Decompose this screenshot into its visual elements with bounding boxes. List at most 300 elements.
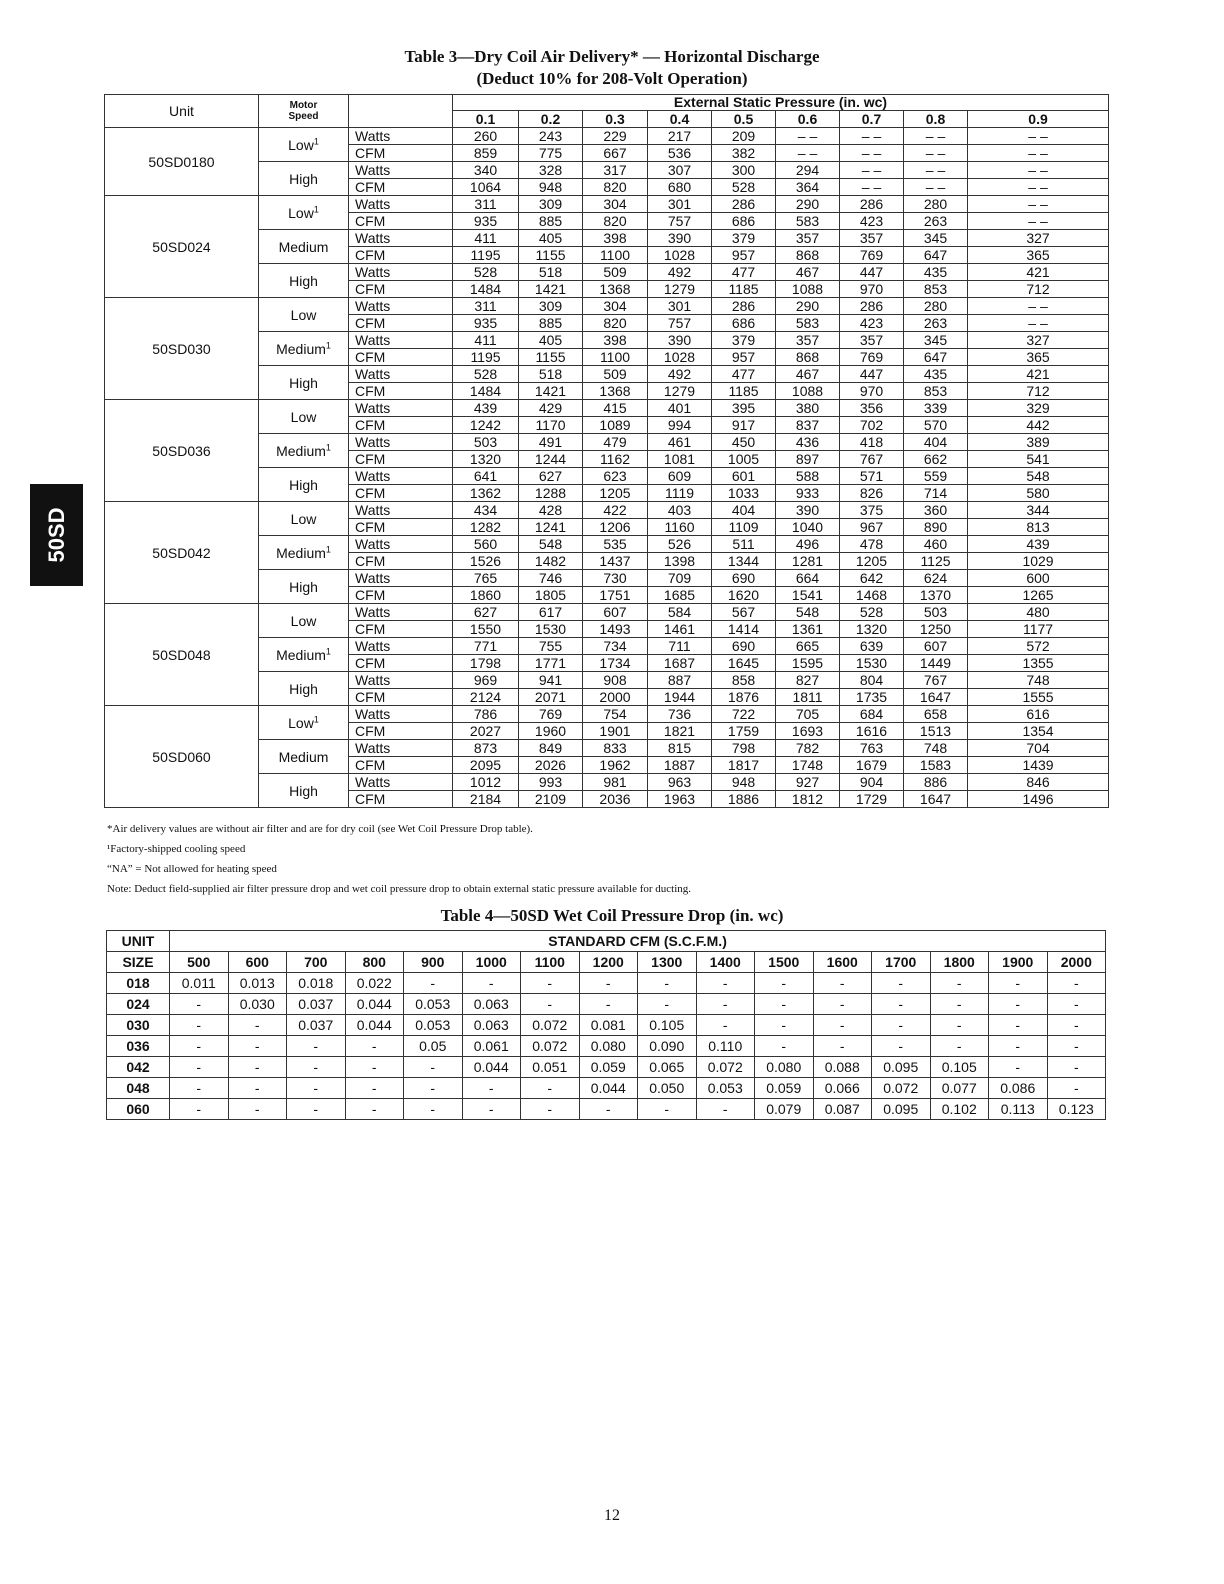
measure-type-cell: CFM bbox=[349, 145, 453, 162]
value-cell: 357 bbox=[840, 332, 904, 349]
value-cell: 567 bbox=[712, 604, 776, 621]
value-cell: 957 bbox=[712, 247, 776, 264]
cfm-column-header: 1700 bbox=[872, 952, 931, 973]
value-cell: 398 bbox=[583, 230, 648, 247]
value-cell: 390 bbox=[648, 230, 712, 247]
value-cell: 815 bbox=[648, 740, 712, 757]
value-cell: 2095 bbox=[453, 757, 519, 774]
pressure-drop-cell: - bbox=[696, 994, 755, 1015]
value-cell: 941 bbox=[519, 672, 583, 689]
pressure-drop-cell: 0.063 bbox=[462, 1015, 521, 1036]
value-cell: 421 bbox=[968, 264, 1109, 281]
pressure-drop-cell: 0.095 bbox=[872, 1099, 931, 1120]
value-cell: 411 bbox=[453, 230, 519, 247]
value-cell: 885 bbox=[519, 213, 583, 230]
side-tab bbox=[30, 484, 83, 586]
value-cell: 1177 bbox=[968, 621, 1109, 638]
value-cell: 1362 bbox=[453, 485, 519, 502]
motor-speed-label: Low bbox=[290, 408, 317, 425]
value-cell: 217 bbox=[648, 128, 712, 145]
pressure-drop-cell: 0.044 bbox=[462, 1057, 521, 1078]
value-cell: 667 bbox=[583, 145, 648, 162]
pressure-drop-cell: 0.044 bbox=[579, 1078, 638, 1099]
pressure-drop-cell: - bbox=[872, 1015, 931, 1036]
value-cell: 769 bbox=[840, 349, 904, 366]
value-cell: 389 bbox=[968, 434, 1109, 451]
value-cell: 1370 bbox=[904, 587, 968, 604]
value-cell: 705 bbox=[776, 706, 840, 723]
value-cell: 2071 bbox=[519, 689, 583, 706]
motor-speed-label: Low bbox=[288, 714, 314, 731]
value-cell: 1901 bbox=[583, 723, 648, 740]
value-cell: 1645 bbox=[712, 655, 776, 672]
value-cell: 709 bbox=[648, 570, 712, 587]
value-cell: 1368 bbox=[583, 383, 648, 400]
value-cell: 435 bbox=[904, 264, 968, 281]
pressure-drop-cell: 0.044 bbox=[345, 1015, 404, 1036]
value-cell: 1033 bbox=[712, 485, 776, 502]
pressure-drop-cell: - bbox=[170, 994, 229, 1015]
pressure-drop-cell: - bbox=[521, 973, 580, 994]
motor-speed-cell bbox=[259, 128, 349, 162]
value-cell: 757 bbox=[648, 213, 712, 230]
value-cell: 467 bbox=[776, 366, 840, 383]
pressure-drop-cell: - bbox=[1047, 1015, 1106, 1036]
value-cell: 1679 bbox=[840, 757, 904, 774]
table-row bbox=[105, 128, 1109, 145]
value-cell: 1461 bbox=[648, 621, 712, 638]
table3-title-line2: (Deduct 10% for 208-Volt Operation) bbox=[476, 69, 748, 88]
header-measure-blank bbox=[349, 95, 453, 128]
pressure-column-header: 0.4 bbox=[648, 111, 712, 128]
measure-type-cell: CFM bbox=[349, 757, 453, 774]
factory-shipped-marker: 1 bbox=[313, 713, 319, 724]
page-number: 12 bbox=[604, 1507, 620, 1524]
value-cell: – – bbox=[904, 128, 968, 145]
measure-type-cell: CFM bbox=[349, 621, 453, 638]
pressure-drop-cell: - bbox=[1047, 973, 1106, 994]
value-cell: 263 bbox=[904, 315, 968, 332]
pressure-drop-cell: 0.065 bbox=[638, 1057, 697, 1078]
motor-speed-cell bbox=[259, 230, 349, 264]
value-cell: 600 bbox=[968, 570, 1109, 587]
pressure-drop-cell: 0.086 bbox=[989, 1078, 1048, 1099]
value-cell: 609 bbox=[648, 468, 712, 485]
value-cell: 435 bbox=[904, 366, 968, 383]
value-cell: 301 bbox=[648, 298, 712, 315]
measure-type-cell: CFM bbox=[349, 689, 453, 706]
value-cell: 1647 bbox=[904, 791, 968, 808]
value-cell: 339 bbox=[904, 400, 968, 417]
value-cell: 1751 bbox=[583, 587, 648, 604]
value-cell: 379 bbox=[712, 230, 776, 247]
pressure-drop-cell: - bbox=[930, 1015, 989, 1036]
value-cell: 837 bbox=[776, 417, 840, 434]
pressure-drop-cell: - bbox=[1047, 1036, 1106, 1057]
value-cell: 712 bbox=[968, 281, 1109, 298]
pressure-drop-cell: - bbox=[404, 1099, 463, 1120]
measure-type-cell: Watts bbox=[349, 570, 453, 587]
value-cell: – – bbox=[968, 128, 1109, 145]
motor-speed-label: High bbox=[289, 476, 318, 493]
value-cell: 450 bbox=[712, 434, 776, 451]
value-cell: 328 bbox=[519, 162, 583, 179]
value-cell: 897 bbox=[776, 451, 840, 468]
pressure-drop-cell: - bbox=[404, 1057, 463, 1078]
value-cell: 754 bbox=[583, 706, 648, 723]
value-cell: 1963 bbox=[648, 791, 712, 808]
value-cell: 344 bbox=[968, 502, 1109, 519]
measure-type-cell: Watts bbox=[349, 264, 453, 281]
pressure-drop-cell: 0.081 bbox=[579, 1015, 638, 1036]
value-cell: 382 bbox=[712, 145, 776, 162]
motor-speed-label: High bbox=[289, 578, 318, 595]
cfm-column-header: 2000 bbox=[1047, 952, 1106, 973]
value-cell: 1185 bbox=[712, 383, 776, 400]
measure-type-cell: Watts bbox=[349, 128, 453, 145]
measure-type-cell: CFM bbox=[349, 451, 453, 468]
unit-size-cell: 024 bbox=[107, 994, 170, 1015]
value-cell: 607 bbox=[904, 638, 968, 655]
value-cell: 317 bbox=[583, 162, 648, 179]
value-cell: 404 bbox=[904, 434, 968, 451]
value-cell: 917 bbox=[712, 417, 776, 434]
value-cell: 403 bbox=[648, 502, 712, 519]
value-cell: 711 bbox=[648, 638, 712, 655]
value-cell: – – bbox=[968, 179, 1109, 196]
measure-type-cell: CFM bbox=[349, 587, 453, 604]
value-cell: 518 bbox=[519, 264, 583, 281]
value-cell: 327 bbox=[968, 332, 1109, 349]
value-cell: 1320 bbox=[453, 451, 519, 468]
value-cell: 714 bbox=[904, 485, 968, 502]
value-cell: 479 bbox=[583, 434, 648, 451]
cfm-column-header: 1800 bbox=[930, 952, 989, 973]
value-cell: 904 bbox=[840, 774, 904, 791]
pressure-drop-cell: - bbox=[228, 1015, 287, 1036]
dry-coil-air-delivery-table bbox=[104, 94, 1109, 808]
motor-speed-cell bbox=[259, 536, 349, 570]
motor-speed-cell bbox=[259, 332, 349, 366]
footnote-factory-shipped: ¹Factory-shipped cooling speed bbox=[107, 843, 246, 855]
header-unit: Unit bbox=[105, 95, 259, 128]
value-cell: 748 bbox=[904, 740, 968, 757]
value-cell: 868 bbox=[776, 349, 840, 366]
value-cell: 588 bbox=[776, 468, 840, 485]
value-cell: – – bbox=[904, 145, 968, 162]
value-cell: 1887 bbox=[648, 757, 712, 774]
value-cell: 1960 bbox=[519, 723, 583, 740]
measure-type-cell: Watts bbox=[349, 366, 453, 383]
value-cell: 1817 bbox=[712, 757, 776, 774]
measure-type-cell: Watts bbox=[349, 230, 453, 247]
value-cell: 782 bbox=[776, 740, 840, 757]
side-tab-label: 50SD bbox=[43, 507, 69, 563]
value-cell: 571 bbox=[840, 468, 904, 485]
unit-model-cell: 50SD024 bbox=[105, 196, 259, 298]
measure-type-cell: CFM bbox=[349, 281, 453, 298]
value-cell: 2026 bbox=[519, 757, 583, 774]
value-cell: 664 bbox=[776, 570, 840, 587]
value-cell: 1250 bbox=[904, 621, 968, 638]
value-cell: 827 bbox=[776, 672, 840, 689]
value-cell: – – bbox=[840, 128, 904, 145]
value-cell: 665 bbox=[776, 638, 840, 655]
unit-size-cell: 042 bbox=[107, 1057, 170, 1078]
value-cell: 360 bbox=[904, 502, 968, 519]
value-cell: 401 bbox=[648, 400, 712, 417]
unit-size-cell: 048 bbox=[107, 1078, 170, 1099]
value-cell: 263 bbox=[904, 213, 968, 230]
value-cell: 833 bbox=[583, 740, 648, 757]
factory-shipped-marker: 1 bbox=[313, 203, 319, 214]
value-cell: 447 bbox=[840, 366, 904, 383]
value-cell: 365 bbox=[968, 247, 1109, 264]
value-cell: 439 bbox=[968, 536, 1109, 553]
pressure-drop-cell: - bbox=[755, 1036, 814, 1057]
value-cell: 429 bbox=[519, 400, 583, 417]
table3-body bbox=[105, 128, 1109, 808]
motor-speed-label: Medium bbox=[276, 646, 326, 663]
pressure-drop-cell: 0.051 bbox=[521, 1057, 580, 1078]
pressure-drop-cell: 0.066 bbox=[813, 1078, 872, 1099]
value-cell: 887 bbox=[648, 672, 712, 689]
value-cell: 461 bbox=[648, 434, 712, 451]
value-cell: 730 bbox=[583, 570, 648, 587]
value-cell: 748 bbox=[968, 672, 1109, 689]
value-cell: 1530 bbox=[840, 655, 904, 672]
value-cell: 480 bbox=[968, 604, 1109, 621]
pressure-column-header: 0.3 bbox=[583, 111, 648, 128]
pressure-drop-cell: - bbox=[521, 994, 580, 1015]
value-cell: – – bbox=[968, 298, 1109, 315]
value-cell: 411 bbox=[453, 332, 519, 349]
value-cell: 1821 bbox=[648, 723, 712, 740]
value-cell: 1242 bbox=[453, 417, 519, 434]
value-cell: 642 bbox=[840, 570, 904, 587]
value-cell: 1119 bbox=[648, 485, 712, 502]
cfm-column-header: 1100 bbox=[521, 952, 580, 973]
pressure-column-header: 0.1 bbox=[453, 111, 519, 128]
motor-speed-label: Low bbox=[290, 510, 317, 527]
value-cell: 607 bbox=[583, 604, 648, 621]
value-cell: 365 bbox=[968, 349, 1109, 366]
value-cell: 535 bbox=[583, 536, 648, 553]
value-cell: 2027 bbox=[453, 723, 519, 740]
value-cell: 1088 bbox=[776, 383, 840, 400]
value-cell: – – bbox=[968, 213, 1109, 230]
value-cell: 981 bbox=[583, 774, 648, 791]
value-cell: 1735 bbox=[840, 689, 904, 706]
value-cell: 1244 bbox=[519, 451, 583, 468]
table-row bbox=[105, 400, 1109, 417]
value-cell: 294 bbox=[776, 162, 840, 179]
pressure-drop-cell: - bbox=[521, 1099, 580, 1120]
pressure-drop-cell: 0.037 bbox=[287, 994, 346, 1015]
value-cell: 405 bbox=[519, 332, 583, 349]
value-cell: 329 bbox=[968, 400, 1109, 417]
value-cell: 963 bbox=[648, 774, 712, 791]
value-cell: 1513 bbox=[904, 723, 968, 740]
value-cell: 434 bbox=[453, 502, 519, 519]
value-cell: 1368 bbox=[583, 281, 648, 298]
value-cell: 736 bbox=[648, 706, 712, 723]
value-cell: 301 bbox=[648, 196, 712, 213]
pressure-drop-cell: - bbox=[989, 973, 1048, 994]
value-cell: 1185 bbox=[712, 281, 776, 298]
value-cell: 1805 bbox=[519, 587, 583, 604]
value-cell: – – bbox=[776, 128, 840, 145]
value-cell: 357 bbox=[776, 230, 840, 247]
value-cell: 1812 bbox=[776, 791, 840, 808]
value-cell: 873 bbox=[453, 740, 519, 757]
value-cell: 311 bbox=[453, 298, 519, 315]
pressure-drop-cell: - bbox=[345, 1099, 404, 1120]
pressure-column-header: 0.6 bbox=[776, 111, 840, 128]
value-cell: 1155 bbox=[519, 349, 583, 366]
value-cell: 746 bbox=[519, 570, 583, 587]
value-cell: 415 bbox=[583, 400, 648, 417]
value-cell: – – bbox=[904, 179, 968, 196]
pressure-drop-cell: - bbox=[1047, 1057, 1106, 1078]
header-motor-speed bbox=[259, 95, 349, 128]
value-cell: 765 bbox=[453, 570, 519, 587]
motor-speed-label: High bbox=[289, 782, 318, 799]
value-cell: – – bbox=[968, 162, 1109, 179]
value-cell: 260 bbox=[453, 128, 519, 145]
value-cell: 1541 bbox=[776, 587, 840, 604]
header-speed: Speed bbox=[288, 111, 319, 122]
value-cell: 548 bbox=[776, 604, 840, 621]
value-cell: 820 bbox=[583, 213, 648, 230]
value-cell: 1344 bbox=[712, 553, 776, 570]
value-cell: 477 bbox=[712, 366, 776, 383]
pressure-column-header: 0.9 bbox=[968, 111, 1109, 128]
measure-type-cell: Watts bbox=[349, 196, 453, 213]
motor-speed-label: Low bbox=[288, 204, 314, 221]
value-cell: 1962 bbox=[583, 757, 648, 774]
value-cell: 1354 bbox=[968, 723, 1109, 740]
pressure-drop-cell: - bbox=[1047, 1078, 1106, 1099]
value-cell: 722 bbox=[712, 706, 776, 723]
pressure-drop-cell: 0.095 bbox=[872, 1057, 931, 1078]
measure-type-cell: CFM bbox=[349, 417, 453, 434]
value-cell: 528 bbox=[453, 264, 519, 281]
value-cell: 1482 bbox=[519, 553, 583, 570]
motor-speed-label: Low bbox=[288, 136, 314, 153]
value-cell: – – bbox=[840, 145, 904, 162]
pressure-drop-cell: - bbox=[813, 1015, 872, 1036]
value-cell: 418 bbox=[840, 434, 904, 451]
measure-type-cell: Watts bbox=[349, 706, 453, 723]
value-cell: 364 bbox=[776, 179, 840, 196]
motor-speed-cell bbox=[259, 570, 349, 604]
value-cell: 584 bbox=[648, 604, 712, 621]
value-cell: 1064 bbox=[453, 179, 519, 196]
value-cell: 1685 bbox=[648, 587, 712, 604]
pressure-drop-cell: 0.053 bbox=[404, 994, 463, 1015]
value-cell: 229 bbox=[583, 128, 648, 145]
measure-type-cell: CFM bbox=[349, 179, 453, 196]
value-cell: 1155 bbox=[519, 247, 583, 264]
value-cell: 2124 bbox=[453, 689, 519, 706]
value-cell: 775 bbox=[519, 145, 583, 162]
motor-speed-cell bbox=[259, 400, 349, 434]
motor-speed-cell bbox=[259, 366, 349, 400]
value-cell: 300 bbox=[712, 162, 776, 179]
table3-title bbox=[0, 46, 1224, 90]
pressure-drop-cell: 0.061 bbox=[462, 1036, 521, 1057]
motor-speed-label: Medium bbox=[276, 442, 326, 459]
measure-type-cell: Watts bbox=[349, 638, 453, 655]
unit-model-cell: 50SD0180 bbox=[105, 128, 259, 196]
pressure-drop-cell: - bbox=[638, 994, 697, 1015]
value-cell: 1279 bbox=[648, 281, 712, 298]
value-cell: 690 bbox=[712, 570, 776, 587]
value-cell: 2000 bbox=[583, 689, 648, 706]
value-cell: 658 bbox=[904, 706, 968, 723]
value-cell: 477 bbox=[712, 264, 776, 281]
factory-shipped-marker: 1 bbox=[325, 543, 331, 554]
value-cell: 492 bbox=[648, 264, 712, 281]
value-cell: 1449 bbox=[904, 655, 968, 672]
unit-model-cell: 50SD042 bbox=[105, 502, 259, 604]
motor-speed-label: High bbox=[289, 680, 318, 697]
wet-coil-pressure-drop-table bbox=[106, 930, 1106, 1120]
value-cell: 503 bbox=[453, 434, 519, 451]
value-cell: 478 bbox=[840, 536, 904, 553]
measure-type-cell: CFM bbox=[349, 519, 453, 536]
pressure-drop-cell: 0.123 bbox=[1047, 1099, 1106, 1120]
value-cell: 662 bbox=[904, 451, 968, 468]
pressure-drop-cell: - bbox=[462, 1099, 521, 1120]
value-cell: 647 bbox=[904, 349, 968, 366]
measure-type-cell: Watts bbox=[349, 774, 453, 791]
measure-type-cell: CFM bbox=[349, 485, 453, 502]
pressure-drop-cell: 0.050 bbox=[638, 1078, 697, 1099]
motor-speed-label: Medium bbox=[276, 340, 326, 357]
value-cell: 1886 bbox=[712, 791, 776, 808]
pressure-drop-cell: - bbox=[872, 1036, 931, 1057]
pressure-drop-cell: - bbox=[579, 1099, 638, 1120]
pressure-drop-cell: 0.013 bbox=[228, 973, 287, 994]
value-cell: 686 bbox=[712, 315, 776, 332]
value-cell: 390 bbox=[648, 332, 712, 349]
pressure-drop-cell: 0.05 bbox=[404, 1036, 463, 1057]
pressure-drop-cell: - bbox=[989, 994, 1048, 1015]
value-cell: 1205 bbox=[840, 553, 904, 570]
value-cell: 536 bbox=[648, 145, 712, 162]
value-cell: 1288 bbox=[519, 485, 583, 502]
value-cell: 1550 bbox=[453, 621, 519, 638]
pressure-drop-cell: - bbox=[755, 973, 814, 994]
pressure-drop-cell: 0.105 bbox=[930, 1057, 989, 1078]
value-cell: 375 bbox=[840, 502, 904, 519]
value-cell: 1759 bbox=[712, 723, 776, 740]
pressure-drop-cell: - bbox=[579, 973, 638, 994]
value-cell: 849 bbox=[519, 740, 583, 757]
pressure-drop-cell: - bbox=[989, 1015, 1048, 1036]
measure-type-cell: CFM bbox=[349, 247, 453, 264]
value-cell: 1320 bbox=[840, 621, 904, 638]
value-cell: 1089 bbox=[583, 417, 648, 434]
table-row bbox=[107, 994, 1106, 1015]
value-cell: 304 bbox=[583, 196, 648, 213]
measure-type-cell: CFM bbox=[349, 553, 453, 570]
table-row bbox=[107, 1036, 1106, 1057]
motor-speed-cell bbox=[259, 672, 349, 706]
value-cell: 496 bbox=[776, 536, 840, 553]
